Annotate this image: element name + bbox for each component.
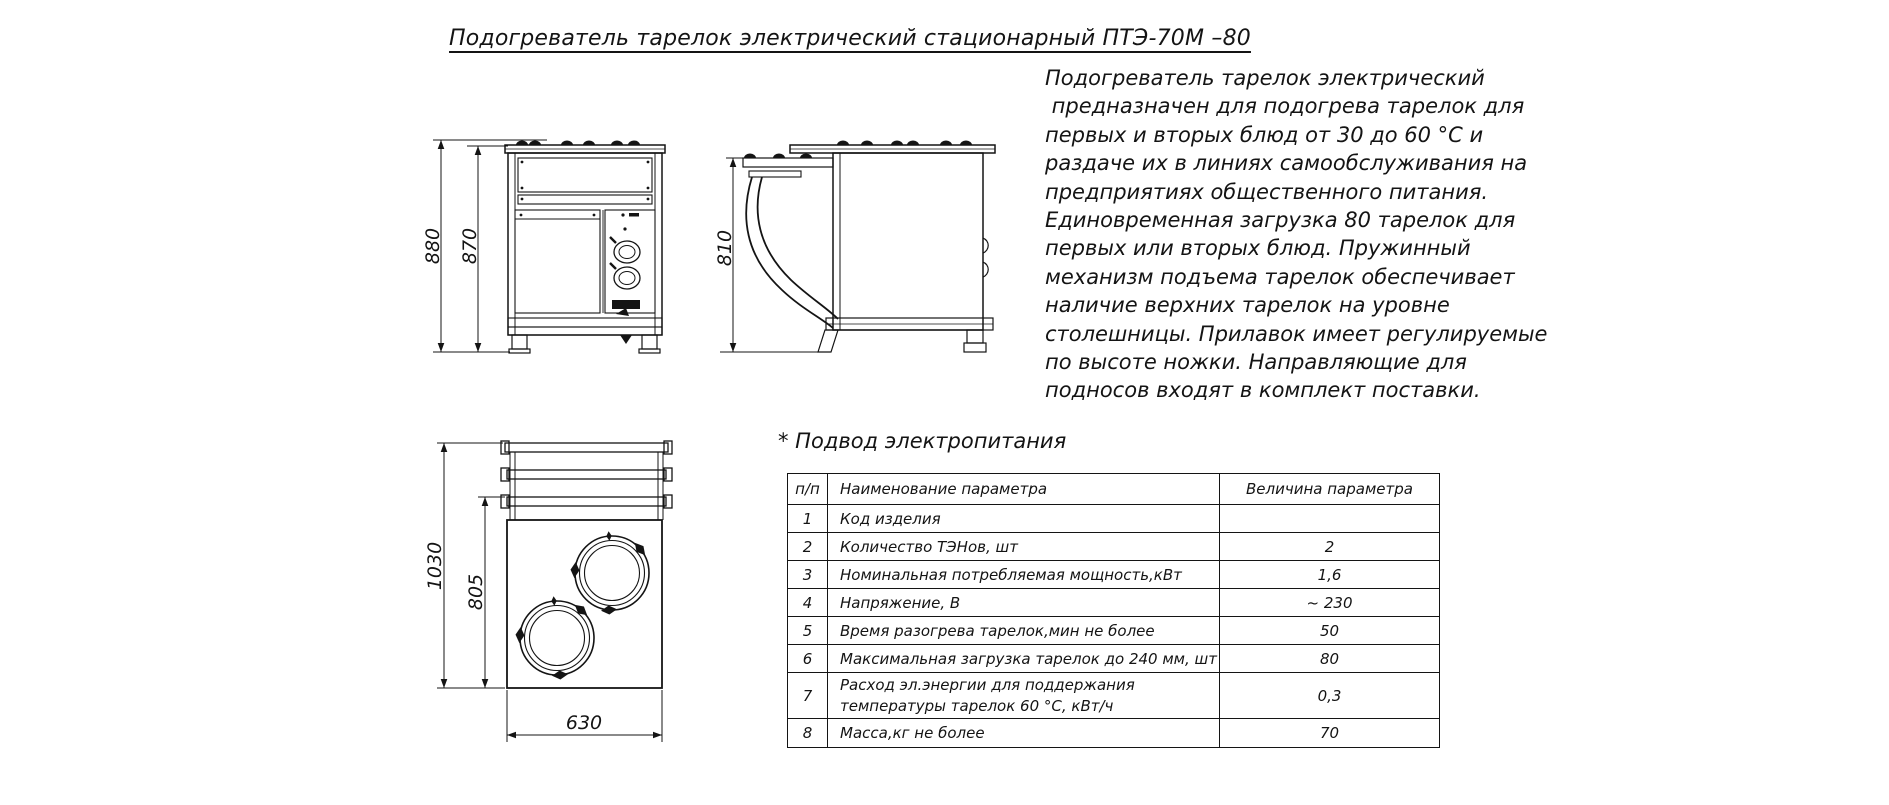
row-num: 8 [788,719,828,748]
description-line: столешницы. Прилавок имеет регулируемые [1045,321,1548,346]
table-row [788,533,1440,561]
row-value: 1,6 [1220,561,1440,589]
table-row [788,673,1440,719]
row-num: 1 [788,505,828,533]
table-row [788,719,1440,748]
row-value: 2 [1220,533,1440,561]
description-line: по высоте ножки. Направляющие для [1045,350,1467,375]
row-name: Напряжение, В [828,589,1220,617]
description-line: первых или вторых блюд. Пружинный [1045,236,1471,261]
row-num: 3 [788,561,828,589]
dim-label-1030: 1030 [424,541,446,591]
row-num: 4 [788,589,828,617]
dim-label-805: 805 [465,573,487,611]
table-row [788,589,1440,617]
row-name [828,673,1220,719]
description-line: предприятиях общественного питания. [1045,179,1489,204]
table-row [788,617,1440,645]
description-line: механизм подъема тарелок обеспечивает [1045,264,1515,289]
plan-view-drawing [355,420,700,765]
row-value: 80 [1220,645,1440,673]
drawing-title: Подогреватель тарелок электрический стационарный ПТЭ-70М –80 [449,26,1251,51]
row-value: 0,3 [1220,673,1440,719]
header-num: п/п [788,474,828,505]
table-row [788,561,1440,589]
row-num: 5 [788,617,828,645]
row-value: ~ 230 [1220,589,1440,617]
table-row [788,505,1440,533]
description-line: Единовременная загрузка 80 тарелок для [1045,208,1516,233]
description-text [1045,64,1548,405]
row-name: Количество ТЭНов, шт [828,533,1220,561]
row-value: 50 [1220,617,1440,645]
dim-label-880: 880 [422,227,444,265]
header-value: Величина параметра [1220,474,1440,505]
table-row [788,645,1440,673]
row-value: 70 [1220,719,1440,748]
description-line: первых и вторых блюд от 30 до 60 °С и [1045,122,1484,147]
description-line: Подогреватель тарелок электрический [1045,66,1485,90]
row-name-line2: температуры тарелок 60 °С, кВт/ч [840,696,1114,715]
front-view-drawing [355,88,685,378]
dim-label-630: 630 [565,712,603,734]
row-name: Время разогрева тарелок,мин не более [828,617,1220,645]
row-name: Код изделия [828,505,1220,533]
row-num: 6 [788,645,828,673]
row-name-line1: Расход эл.энергии для поддержания [840,676,1135,695]
plan-view-body [501,441,672,688]
spec-table [787,473,1440,748]
description-line: наличие верхних тарелок на уровне [1045,293,1450,318]
description-line: раздаче их в линиях самообслуживания на [1045,151,1528,176]
table-header-row [788,474,1440,505]
header-name: Наименование параметра [828,474,1220,505]
row-name: Номинальная потребляемая мощность,кВт [828,561,1220,589]
description-line: предназначен для подогрева тарелок для [1045,94,1525,119]
side-view-drawing [685,88,1015,378]
side-view-body [743,145,995,352]
row-num: 2 [788,533,828,561]
row-value [1220,505,1440,533]
dim-label-870: 870 [459,227,481,265]
dim-label-810: 810 [714,229,736,267]
row-name: Максимальная загрузка тарелок до 240 мм, шт [828,645,1220,673]
front-view-body [505,145,665,353]
row-num: 7 [788,673,828,719]
description-line: подносов входят в комплект поставки. [1045,378,1481,403]
row-name: Масса,кг не более [828,719,1220,748]
power-supply-note: * Подвод электропитания [778,429,1067,453]
